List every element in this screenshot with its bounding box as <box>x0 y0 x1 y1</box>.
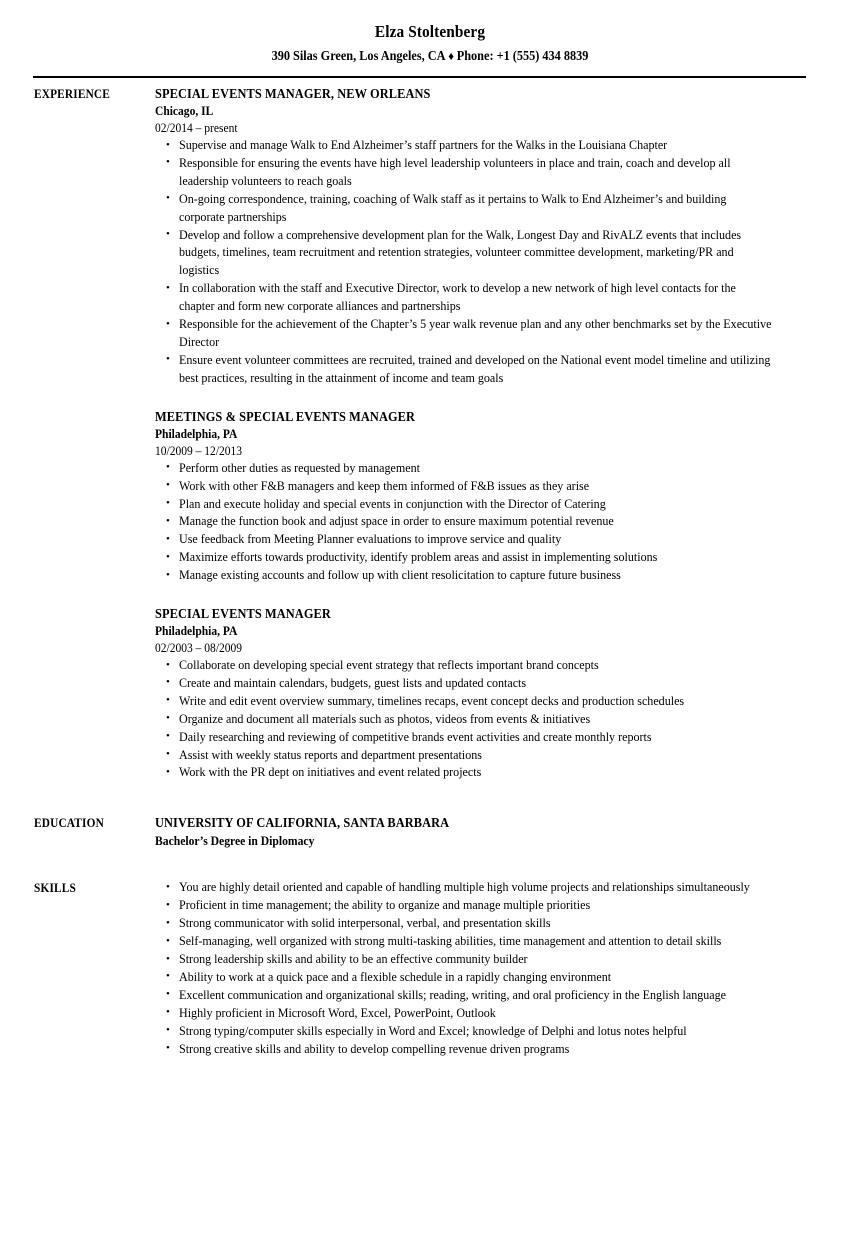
section-label-skills: SKILLS <box>34 881 76 896</box>
job-location: Philadelphia, PA <box>155 624 238 639</box>
contact-line <box>30 46 830 66</box>
education-entries <box>155 814 860 850</box>
list-item: • Work with the PR dept on initiatives and event related projects <box>155 764 814 782</box>
list-item: • Proficient in time management; the ability to organize and manage multiple priorities <box>155 897 820 915</box>
candidate-name: Elza Stoltenberg <box>374 22 486 41</box>
education-degree: Bachelor’s Degree in Diplomacy <box>155 834 315 849</box>
list-item: • Responsible for ensuring the events have high level leadership volunteers in place and train, coach and develop all leadership volunteers to reach goals <box>155 155 814 191</box>
diamond-separator-icon: ♦ <box>448 49 454 63</box>
candidate-phone: Phone: +1 (555) 434 8839 <box>456 48 589 63</box>
skills-list <box>155 879 820 1058</box>
experience-entry <box>155 85 814 388</box>
list-item: • Self-managing, well organized with strong multi-tasking abilities, time management and attention to detail skills <box>155 933 820 951</box>
list-item: • Write and edit event overview summary, timelines recaps, event concept decks and production schedules <box>155 693 814 711</box>
list-item: • Highly proficient in Microsoft Word, Excel, PowerPoint, Outlook <box>155 1005 820 1023</box>
list-item: • Collaborate on developing special event strategy that reflects important brand concepts <box>155 657 814 675</box>
job-responsibilities <box>155 460 814 585</box>
section-label-education: EDUCATION <box>34 816 104 831</box>
list-item: • Maximize efforts towards productivity, identify problem areas and assist in implementing solutions <box>155 549 814 567</box>
skills-entries <box>155 879 860 1058</box>
list-item: • Work with other F&B managers and keep them informed of F&B issues as they arise <box>155 478 814 496</box>
list-item: • On-going correspondence, training, coaching of Walk staff as it pertains to Walk to End Alzheimer’s and building corporate partnerships <box>155 191 814 227</box>
list-item: • In collaboration with the staff and Executive Director, work to develop a new network of high level contacts for the chapter and form new corporate alliances and partnerships <box>155 280 814 316</box>
job-dates: 10/2009 – 12/2013 <box>155 443 243 458</box>
list-item: • Assist with weekly status reports and department presentations <box>155 747 814 765</box>
job-location: Chicago, IL <box>155 104 214 118</box>
list-item: • Supervise and manage Walk to End Alzheimer’s staff partners for the Walks in the Louisiana Chapter <box>155 137 814 155</box>
section-label-experience: EXPERIENCE <box>34 87 111 101</box>
list-item: • Strong creative skills and ability to develop compelling revenue driven programs <box>155 1041 820 1059</box>
job-responsibilities <box>155 657 814 782</box>
list-item: • You are highly detail oriented and capable of handling multiple high volume projects and relationships simultaneously <box>155 879 820 897</box>
section-education <box>0 814 860 850</box>
job-location: Philadelphia, PA <box>155 426 238 441</box>
experience-entry <box>155 605 814 782</box>
job-title: MEETINGS & SPECIAL EVENTS MANAGER <box>155 408 416 424</box>
education-entry <box>155 814 814 850</box>
section-experience <box>0 85 860 782</box>
list-item: • Manage the function book and adjust space in order to ensure maximum potential revenue <box>155 513 814 531</box>
list-item: • Develop and follow a comprehensive development plan for the Walk, Longest Day and RivALZ events that includes budgets, timelines, team recruitment and retention strategies, volunteer committee development, marketing/PR and logistics <box>155 227 814 281</box>
section-label-column <box>0 814 155 832</box>
job-responsibilities <box>155 137 814 388</box>
list-item: • Organize and document all materials such as photos, videos from events & initiatives <box>155 711 814 729</box>
list-item: • Strong communicator with solid interpersonal, verbal, and presentation skills <box>155 915 820 933</box>
job-title: SPECIAL EVENTS MANAGER, NEW ORLEANS <box>155 86 431 101</box>
education-school: UNIVERSITY OF CALIFORNIA, SANTA BARBARA <box>155 815 450 831</box>
resume-header <box>0 0 860 66</box>
list-item: • Use feedback from Meeting Planner evaluations to improve service and quality <box>155 531 814 549</box>
resume-body <box>0 66 860 1058</box>
experience-entries <box>155 85 860 782</box>
list-item: • Create and maintain calendars, budgets, guest lists and updated contacts <box>155 675 814 693</box>
list-item: • Ensure event volunteer committees are recruited, trained and developed on the National event model timeline and utilizing best practices, resulting in the attainment of income and team goals <box>155 352 814 388</box>
job-dates: 02/2003 – 08/2009 <box>155 641 243 656</box>
section-skills <box>0 879 860 1058</box>
section-label-column <box>0 879 155 897</box>
experience-entry <box>155 408 814 585</box>
list-item: • Plan and execute holiday and special events in conjunction with the Director of Catering <box>155 496 814 514</box>
list-item: • Excellent communication and organizational skills; reading, writing, and oral proficiency in the English language <box>155 987 820 1005</box>
list-item: • Strong leadership skills and ability to be an effective community builder <box>155 951 820 969</box>
list-item: • Strong typing/computer skills especially in Word and Excel; knowledge of Delphi and lotus notes helpful <box>155 1023 820 1041</box>
list-item: • Ability to work at a quick pace and a flexible schedule in a rapidly changing environment <box>155 969 820 987</box>
list-item: • Daily researching and reviewing of competitive brands event activities and create monthly reports <box>155 729 814 747</box>
list-item: • Perform other duties as requested by management <box>155 460 814 478</box>
list-item: • Responsible for the achievement of the Chapter’s 5 year walk revenue plan and any other benchmarks set by the Executive Director <box>155 316 814 352</box>
section-label-column <box>0 85 155 103</box>
list-item: • Manage existing accounts and follow up with client resolicitation to capture future business <box>155 567 814 585</box>
candidate-address: 390 Silas Green, Los Angeles, CA <box>271 48 446 63</box>
job-dates: 02/2014 – present <box>155 121 238 135</box>
job-title: SPECIAL EVENTS MANAGER <box>155 606 331 622</box>
